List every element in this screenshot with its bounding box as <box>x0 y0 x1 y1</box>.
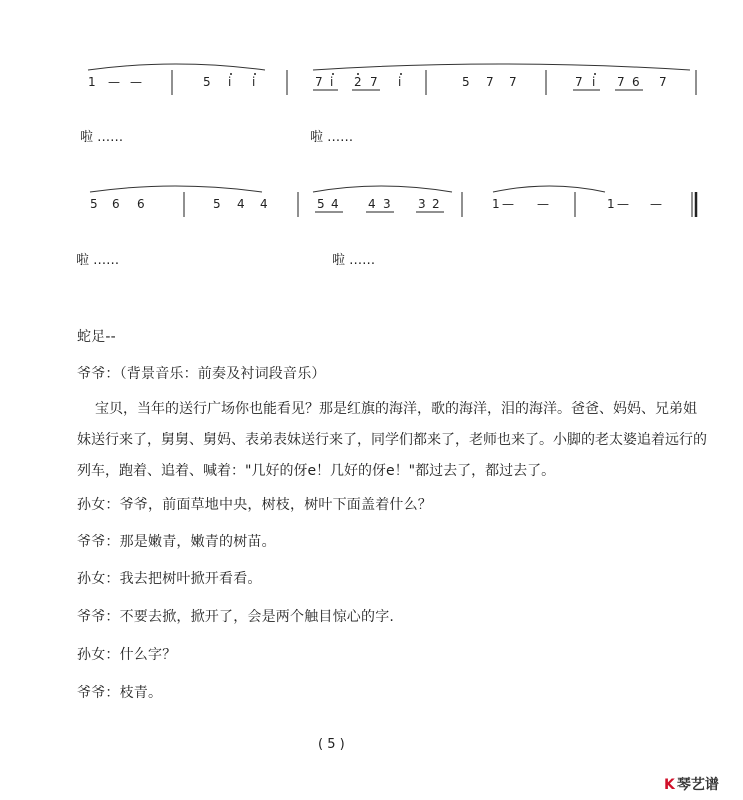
note: 1 <box>492 197 500 211</box>
note: 7 <box>509 75 517 89</box>
lyric: 啦 …… <box>80 130 124 145</box>
note: 7 <box>315 75 323 89</box>
note: — <box>502 197 514 211</box>
dialogue-line: 爷爷：不要去掀，掀开了，会是两个触目惊心的字. <box>77 609 395 625</box>
slur <box>313 186 452 192</box>
narration-text: 宝贝，当年的送行广场你也能看见？那是红旗的海洋，歌的海洋，泪的海洋。爸爸、妈妈、兄弟姐妹送行来了，舅舅、舅妈、表弟表妹送行来了，同学们都来了，老师也来了。小脚的老太婆追着远行的列车，跑着、追着、喊着："几好的伢e！几好的伢e！"都过去了，都过去了。 <box>77 401 707 479</box>
slur <box>90 186 262 192</box>
note: 2 <box>432 197 440 211</box>
note: 6 <box>632 75 640 89</box>
note: 1 <box>607 197 615 211</box>
note: 5 <box>90 197 98 211</box>
note: i <box>252 75 256 89</box>
note: 7 <box>486 75 494 89</box>
logo-text: 琴艺谱 <box>676 777 719 793</box>
page-number: ( 5 ) <box>318 737 345 752</box>
note: — <box>108 75 120 89</box>
score <box>0 0 743 230</box>
note: 5 <box>462 75 470 89</box>
note: 2 <box>354 75 362 89</box>
note: 5 <box>203 75 211 89</box>
note: 4 <box>260 197 268 211</box>
slur <box>493 186 605 192</box>
note: 6 <box>112 197 120 211</box>
note: 4 <box>368 197 376 211</box>
note: 5 <box>317 197 325 211</box>
logo-mark-icon: K <box>664 777 675 793</box>
note: 7 <box>575 75 583 89</box>
note: 7 <box>370 75 378 89</box>
note: i <box>228 75 232 89</box>
dialogue-line: 孙女：什么字？ <box>77 647 177 663</box>
note: 7 <box>659 75 667 89</box>
site-logo <box>664 774 719 794</box>
note: i <box>592 75 596 89</box>
note: — <box>617 197 629 211</box>
note: 5 <box>213 197 221 211</box>
slur <box>88 64 265 70</box>
section-heading: 蛇足-- <box>77 329 116 345</box>
dialogue-line: 爷爷：（背景音乐：前奏及衬词段音乐） <box>77 366 326 382</box>
note: i <box>398 75 402 89</box>
note: i <box>330 75 334 89</box>
note: 1 <box>88 75 96 89</box>
dialogue-line: 孙女：我去把树叶掀开看看。 <box>77 571 262 587</box>
score-row-2 <box>90 186 696 217</box>
note: 6 <box>137 197 145 211</box>
slur <box>313 64 690 70</box>
lyric: 啦 …… <box>76 253 120 268</box>
note: 7 <box>617 75 625 89</box>
note: — <box>537 197 549 211</box>
note: — <box>650 197 662 211</box>
score-row-1 <box>88 64 696 95</box>
note: 3 <box>418 197 426 211</box>
dialogue-line: 孙女：爷爷，前面草地中央，树枝，树叶下面盖着什么？ <box>77 497 432 513</box>
note: — <box>130 75 142 89</box>
note: 3 <box>383 197 391 211</box>
lyric: 啦 …… <box>310 130 354 145</box>
note: 4 <box>331 197 339 211</box>
note: 4 <box>237 197 245 211</box>
lyric: 啦 …… <box>332 253 376 268</box>
dialogue-line: 爷爷：那是嫩青，嫩青的树苗。 <box>77 534 276 550</box>
dialogue-line: 爷爷：枝青。 <box>77 685 163 701</box>
narration-paragraph <box>77 394 709 487</box>
